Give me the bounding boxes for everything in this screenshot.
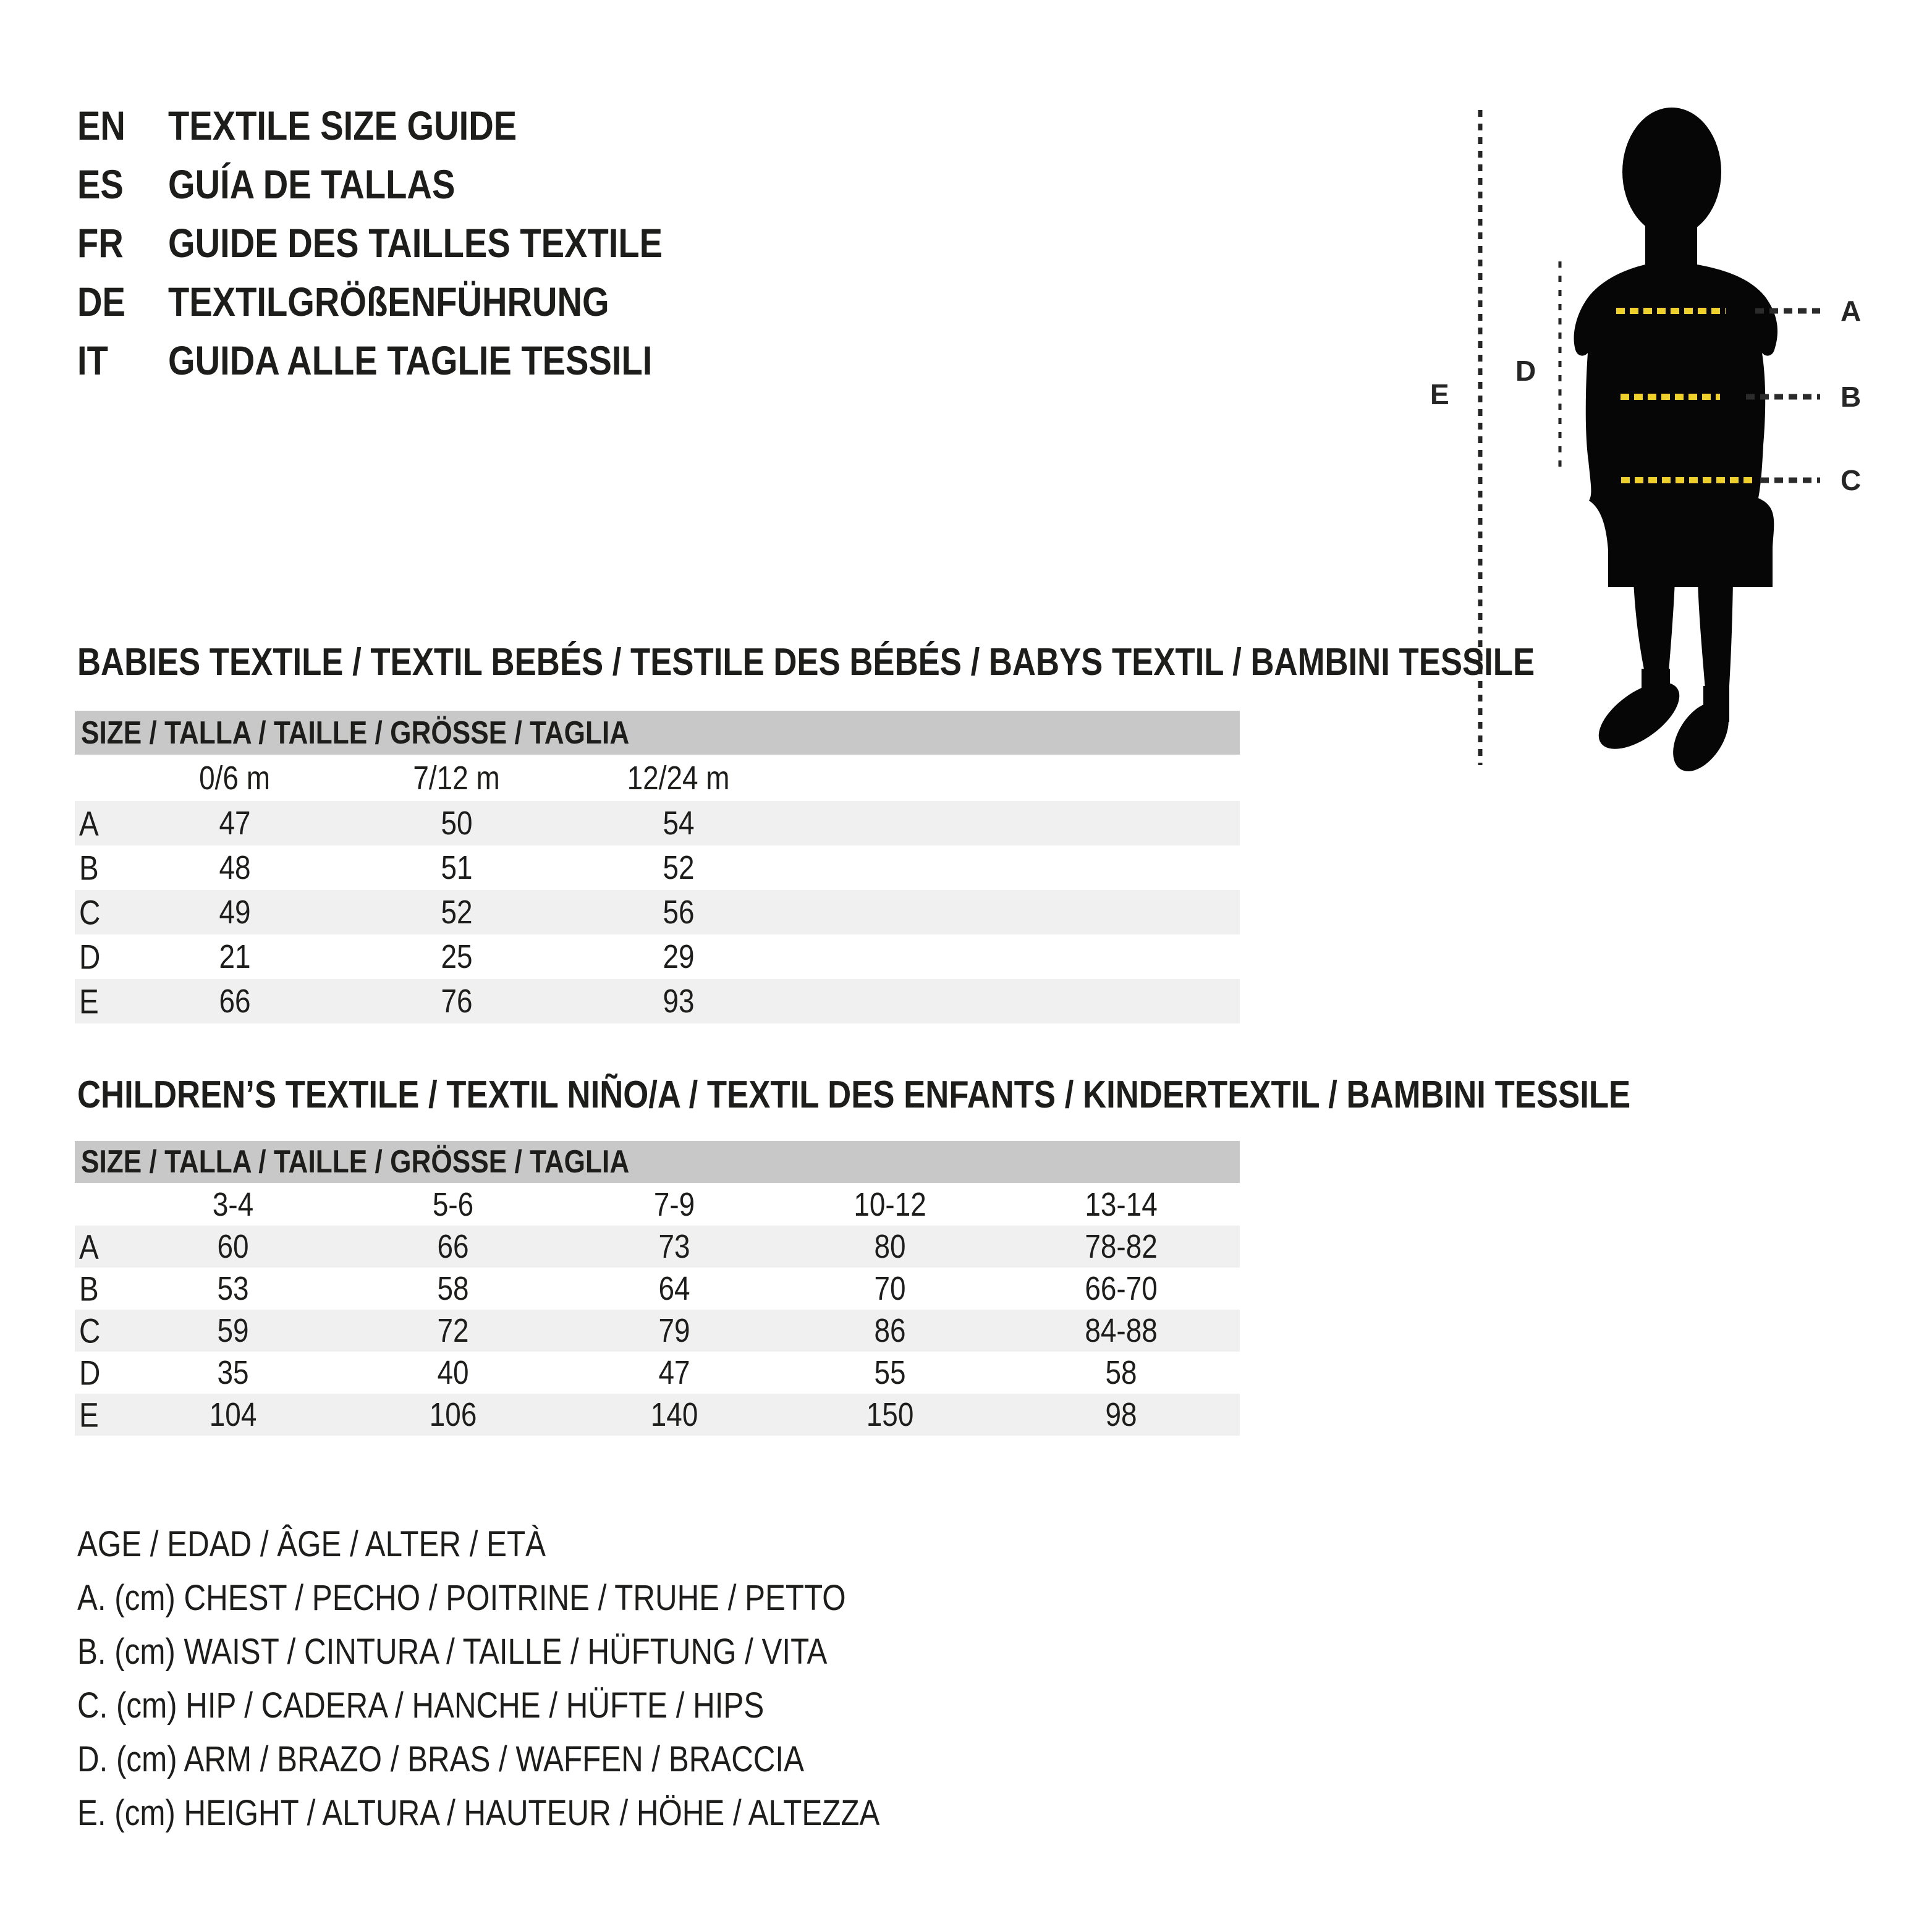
table-row: E 104 106 140 150 98: [75, 1394, 1240, 1436]
table-row: B 53 58 64 70 66-70: [79, 1269, 1158, 1308]
babies-size-bar: SIZE / TALLA / TAILLE / GRÖSSE / TAGLIA: [75, 711, 1240, 755]
children-col-5-6: 5-6: [432, 1185, 474, 1223]
figure-label-b: B: [1841, 381, 1862, 413]
table-row: A 60 66 73 80 78-82: [75, 1226, 1240, 1268]
children-col-13-14: 13-14: [1085, 1185, 1158, 1223]
table-row: B 48 51 52: [79, 848, 695, 888]
legend-arm-line: D. (cm) ARM / BRAZO / BRAS / WAFFEN / BRACCIA: [77, 1739, 804, 1779]
language-title-es: GUÍA DE TALLAS: [168, 161, 455, 207]
table-row: D 35 40 47 55 58: [79, 1353, 1137, 1392]
legend-hip-line: C. (cm) HIP / CADERA / HANCHE / HÜFTE / HIPS: [77, 1685, 765, 1726]
legend-waist-line: B. (cm) WAIST / CINTURA / TAILLE / HÜFTUNG / VITA: [77, 1632, 828, 1672]
children-col-10-12: 10-12: [854, 1185, 926, 1223]
language-title-list: [77, 96, 750, 389]
language-code-es: ES: [77, 161, 124, 207]
language-row-de: [77, 272, 750, 331]
language-title-fr: GUIDE DES TAILLES TEXTILE: [168, 219, 663, 266]
children-size-bar: SIZE / TALLA / TAILLE / GRÖSSE / TAGLIA: [75, 1141, 1240, 1183]
babies-col-0-6m: 0/6 m: [199, 759, 271, 797]
table-row: A 47 50 54: [75, 801, 1240, 845]
language-code-it: IT: [77, 337, 108, 383]
figure-label-e: E: [1430, 378, 1449, 410]
figure-label-a: A: [1841, 295, 1862, 327]
table-row: D 21 25 29: [79, 937, 695, 977]
language-code-fr: FR: [77, 219, 124, 266]
babies-table-header-row: [75, 755, 1240, 801]
language-title-de: TEXTILGRÖßENFÜHRUNG: [168, 278, 609, 324]
table-row: C 59 72 79 86 84-88: [75, 1310, 1240, 1352]
table-row: E 66 76 93: [75, 979, 1240, 1023]
language-code-de: DE: [77, 278, 125, 324]
children-col-7-9: 7-9: [653, 1185, 695, 1223]
legend-height-line: E. (cm) HEIGHT / ALTURA / HAUTEUR / HÖHE / ALTEZZA: [77, 1793, 880, 1833]
measurement-legend: [77, 1517, 1022, 1840]
language-row-en: [77, 96, 750, 155]
language-title-it: GUIDA ALLE TAGLIE TESSILI: [168, 337, 653, 383]
language-code-en: EN: [77, 102, 125, 148]
babies-section-heading: BABIES TEXTILE / TEXTIL BEBÉS / TESTILE DES BÉBÉS / BABYS TEXTIL / BAMBINI TESSILE: [77, 641, 1535, 684]
legend-chest-line: A. (cm) CHEST / PECHO / POITRINE / TRUHE / PETTO: [77, 1578, 846, 1618]
babies-size-table: [75, 755, 1240, 1023]
legend-age-line: AGE / EDAD / ÂGE / ALTER / ETÀ: [77, 1524, 546, 1564]
figure-label-d: D: [1515, 355, 1536, 387]
measurement-figure: [1421, 99, 1891, 791]
language-row-fr: [77, 213, 750, 272]
babies-col-7-12m: 7/12 m: [413, 759, 501, 797]
children-col-3-4: 3-4: [212, 1185, 254, 1223]
children-section-heading: CHILDREN’S TEXTILE / TEXTIL NIÑO/A / TEXTIL DES ENFANTS / KINDERTEXTIL / BAMBINI TESSILE: [77, 1074, 1631, 1116]
table-row: C 49 52 56: [75, 890, 1240, 934]
language-row-it: [77, 331, 750, 389]
children-size-table: [75, 1183, 1240, 1436]
babies-col-12-24m: 12/24 m: [627, 759, 730, 797]
language-title-en: TEXTILE SIZE GUIDE: [168, 102, 517, 148]
children-table-header-row: [75, 1183, 1240, 1226]
figure-label-c: C: [1841, 464, 1862, 496]
language-row-es: [77, 155, 750, 213]
